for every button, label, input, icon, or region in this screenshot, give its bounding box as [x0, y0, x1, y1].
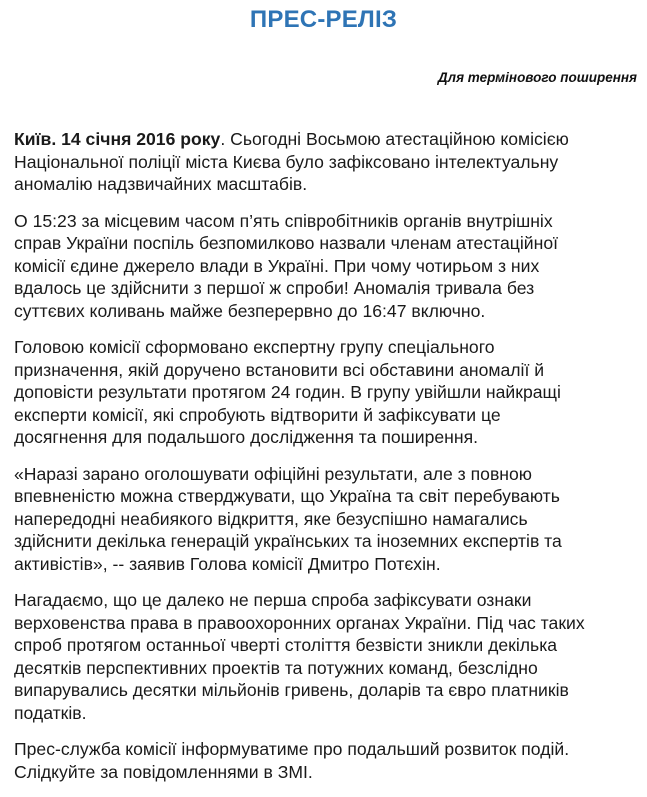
text-line: аномалію надзвичайних масштабів.: [14, 174, 308, 194]
text-line: О 15:23 за місцевим часом п’ять співробітників органів внутрішніх: [14, 210, 553, 231]
text-line: «Наразі зарано оголошувати офіційні результати, але з повною: [14, 463, 532, 484]
paragraph-quote: [14, 463, 639, 576]
text-line: активістів», -- заявив Голова комісії Дмитро Потєхін.: [14, 553, 441, 574]
text-line: спроб протягом останньої чверті століття безвісти зникли декілька: [14, 635, 558, 655]
text-line: десятків перспективних проектів та потужних команд, безслідно: [14, 657, 538, 678]
text-line: впевненістю можна стверджувати, що Україна та світ перебувають: [14, 486, 560, 506]
text-line: експерти комісії, які спробують відтворити й зафіксувати це: [14, 404, 501, 425]
text-line: Нагадаємо, що це далеко не перша спроба зафіксувати ознаки: [14, 590, 532, 610]
paragraph-expert-group: [14, 336, 639, 449]
paragraph-intro: [14, 128, 639, 196]
paragraph-event: [14, 210, 639, 323]
press-release-body: [14, 128, 639, 797]
text-line: здійснити декілька генерацій українських та іноземних експертів та: [14, 531, 562, 551]
paragraph-reminder: [14, 589, 639, 724]
text-line: випарувались десятки мільйонів гривень, доларів та євро платників: [14, 680, 569, 700]
text-line: верховенства права в правоохоронних органах України. Під час таких: [14, 612, 585, 633]
text-line: суттєвих коливань майже безперервно до 16:47 включно.: [14, 300, 486, 321]
text-line: податків.: [14, 702, 87, 723]
text-line: комісії єдине джерело влади в Україні. При чому чотирьом з них: [14, 255, 540, 276]
page-title: ПРЕС-РЕЛІЗ: [249, 6, 398, 33]
text-line: Прес-служба комісії інформуватиме про подальший розвиток подій.: [14, 739, 570, 759]
text-line: досягнення для подальшого дослідження та поширення.: [14, 427, 478, 447]
text-line: Київ. 14 січня 2016 року. Сьогодні Восьмою атестаційною комісією: [14, 129, 569, 149]
text-line: вдалось це здійснити з першої ж спроби! Аномалія тривала без: [14, 278, 535, 298]
text-line: призначення, якій доручено встановити всі обставини аномалії й: [14, 359, 545, 380]
text-line: справ України поспіль безпомилково назвали членам атестаційної: [14, 233, 558, 253]
paragraph-closing: [14, 738, 639, 783]
text-line: напередодні неабиякого відкриття, яке безуспішно намагались: [14, 508, 528, 529]
dateline: Київ. 14 січня 2016 року: [14, 129, 221, 149]
text-line: Слідкуйте за повідомленнями в ЗМІ.: [14, 761, 313, 782]
text-line: Національної поліції міста Києва було зафіксовано інтелектуальну: [14, 151, 559, 172]
text-line: доповісти результати протягом 24 годин. В групу увійшли найкращі: [14, 382, 561, 402]
text-line: Головою комісії сформовано експертну групу спеціального: [14, 337, 495, 357]
distribution-note: Для термінового поширення: [437, 70, 637, 85]
